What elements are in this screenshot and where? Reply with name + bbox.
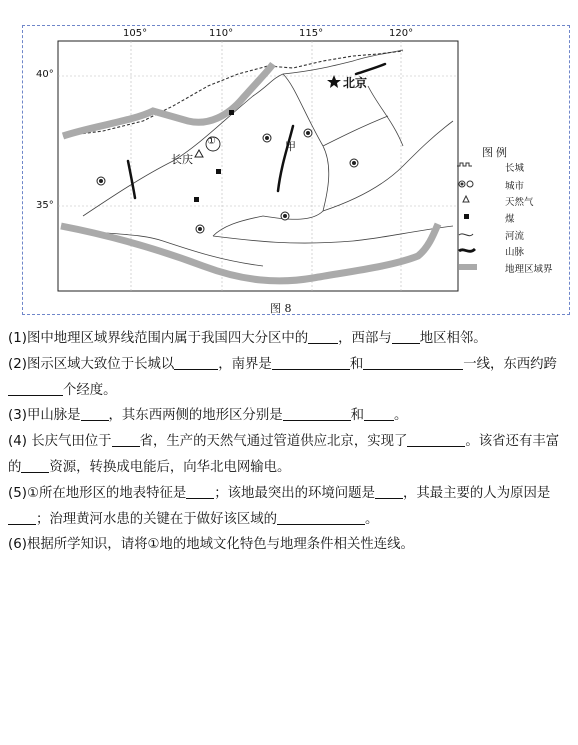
q3-text-a: (3)甲山脉是 [8,408,81,424]
q4-text-b: 省，生产的天然气通过管道供应北京，实现了 [139,434,408,450]
q1-blank-2[interactable] [392,329,420,344]
q2-blank-2[interactable] [272,355,350,370]
legend-title: 图例 [482,146,510,159]
map-figure [22,25,570,315]
q5-text-b: ；该地最突出的环境问题是 [214,485,375,501]
q5-blank-2[interactable] [375,484,403,499]
q4-text-a: (4) 长庆气田位于 [8,434,112,450]
q5-text-d: ；治理黄河水患的关键在于做好该区域的 [36,511,278,527]
q2-blank-4[interactable] [8,381,63,396]
label-changqing: 长庆 [171,153,193,166]
q3-text-d: 。 [394,408,408,424]
q4-blank-1[interactable] [112,432,140,447]
lon-label-105: 105° [123,28,148,39]
q5-text-e: 。 [365,511,379,527]
q4-text-c: 。该省还有丰富的 [8,434,560,475]
question-5 [8,481,570,533]
q2-text-d: 一线，东西约跨 [463,356,557,372]
legend-natural-gas: 天然气 [505,197,534,208]
legend-city: 城市 [505,181,525,192]
q1-blank-1[interactable] [308,329,338,344]
q5-text-a: (5)①所在地形区的地表特征是 [8,485,187,501]
q3-blank-1[interactable] [81,406,109,421]
q6-text-a: (6)根据所学知识，请将①地的地域文化特色与地理条件相关性连线。 [8,537,414,553]
lon-label-120: 120° [389,28,414,39]
q2-text-a: (2)图示区域大致位于长城以 [8,356,175,372]
label-region-1: ① [207,136,216,147]
q2-text-b: ，南界是 [218,356,272,372]
q5-blank-3[interactable] [8,510,36,525]
question-2 [8,352,570,404]
lat-label-35: 35° [36,200,54,211]
lon-label-115: 115° [299,28,324,39]
legend-coal: 煤 [505,214,515,225]
map-drawing [23,26,569,314]
label-beijing: 北京 [343,76,368,90]
legend-river: 河流 [505,231,525,242]
q2-text-c: 和 [349,356,364,372]
q4-blank-2[interactable] [407,432,465,447]
q1-text-a: (1)图中地理区域界线范围内属于我国四大分区中的 [8,331,309,346]
q5-blank-1[interactable] [186,484,214,499]
lat-label-40: 40° [36,69,54,80]
question-1 [8,326,570,352]
q5-text-c: ，其最主要的人为原因是 [402,485,551,501]
q4-blank-3[interactable] [21,458,49,473]
q3-text-b: ，其东西两侧的地形区分别是 [108,408,283,424]
q3-blank-2[interactable] [283,406,351,421]
figure-caption: 图 8 [270,302,292,315]
q3-blank-3[interactable] [364,406,394,421]
q1-text-c: 地区相邻。 [419,331,487,346]
legend-great-wall: 长城 [505,163,525,174]
q2-blank-1[interactable] [174,355,218,370]
q2-text-e: 个经度。 [63,382,117,398]
legend-region-boundary: 地理区域界 [505,264,553,275]
question-6 [8,532,570,558]
label-jia: 甲 [285,140,296,153]
q3-text-c: 和 [350,408,364,424]
question-4 [8,429,570,481]
q2-blank-3[interactable] [363,355,463,370]
question-list [8,326,570,558]
q1-text-b: ，西部与 [338,331,392,346]
question-3 [8,403,570,429]
q4-text-d: 资源，转换成电能后，向华北电网输电。 [49,459,291,475]
lon-label-110: 110° [209,28,234,39]
q5-blank-4[interactable] [277,510,365,525]
legend-mountain: 山脉 [505,247,525,258]
